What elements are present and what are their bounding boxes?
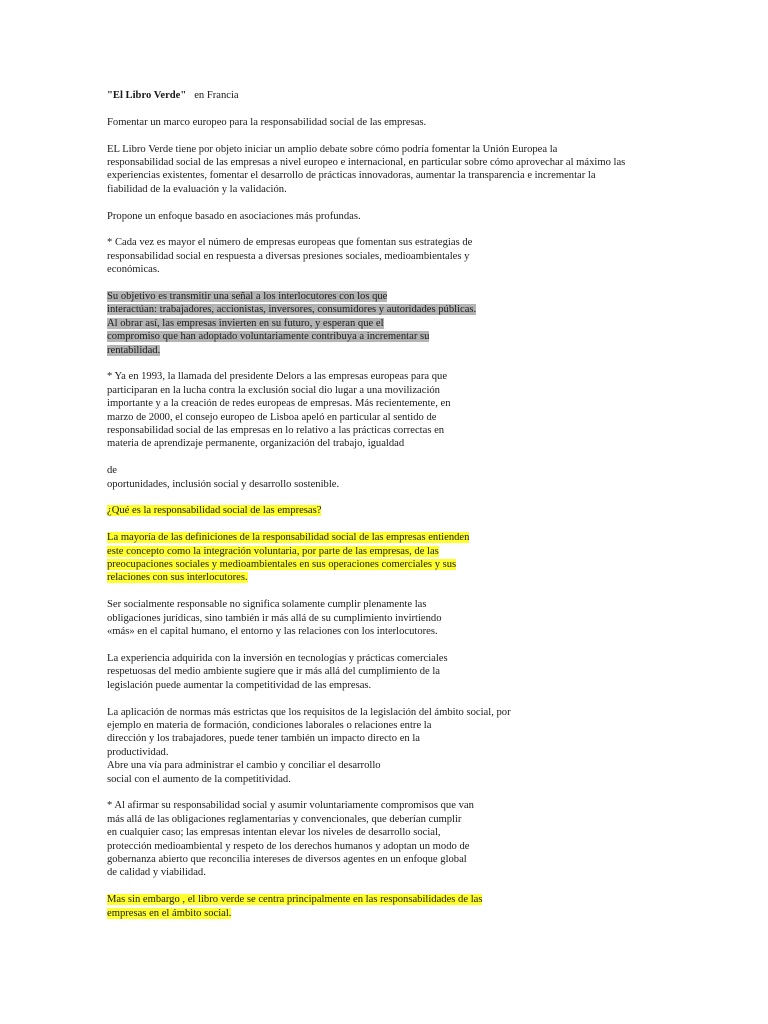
p9-line: La experiencia adquirida con la inversión en tecnologías y prácticas comerciales <box>107 652 448 664</box>
p8-line: obligaciones jurídicas, sino también ir más allá de su cumplimiento invirtiendo <box>107 612 442 624</box>
p10-line: social con el aumento de la competitividad. <box>107 773 291 785</box>
p12-line: Mas sin embargo , el libro verde se centra principalmente en las responsabilidades de las <box>107 894 483 906</box>
p10-line: La aplicación de normas más estrictas que los requisitos de la legislación del ámbito social, por <box>107 706 511 718</box>
p12-line: empresas en el ámbito social. <box>107 907 232 919</box>
document-body <box>107 89 667 920</box>
paragraph-8 <box>107 598 667 638</box>
p11-line: protección medioambiental y respeto de los derechos humanos y adoptan un modo de <box>107 840 470 852</box>
p1-line: EL Libro Verde tiene por objeto iniciar un amplio debate sobre cómo podría fomentar la Unión Europea la <box>107 143 558 155</box>
paragraph-6 <box>107 464 667 491</box>
p11-line: de calidad y viabilidad. <box>107 867 206 879</box>
p5-line: marzo de 2000, el consejo europeo de Lisboa apeló en particular al sentido de <box>107 411 437 423</box>
p4-line: compromiso que han adoptado voluntariamente contribuya a incrementar su <box>107 331 430 343</box>
p5-line: participaran en la lucha contra la exclusión social dio lugar a una movilización <box>107 384 440 396</box>
paragraph-10 <box>107 706 667 786</box>
p9-line: respetuosas del medio ambiente sugiere que ir más allá del cumplimiento de la <box>107 666 441 678</box>
p11-line: * Al afirmar su responsabilidad social y asumir voluntariamente compromisos que van <box>107 800 474 812</box>
p10-line: dirección y los trabajadores, puede tener también un impacto directo en la <box>107 733 420 745</box>
p4-line: interactúan: trabajadores, accionistas, inversores, consumidores y autoridades públicas. <box>107 304 477 316</box>
paragraph-5-bullet <box>107 370 667 450</box>
paragraph-2: Propone un enfoque basado en asociaciones más profundas. <box>107 210 361 222</box>
p3-line: económicas. <box>107 264 160 276</box>
p8-line: Ser socialmente responsable no significa solamente cumplir plenamente las <box>107 599 427 611</box>
p8-line: «más» en el capital humano, el entorno y las relaciones con los interlocutores. <box>107 626 438 638</box>
p1-line: experiencias existentes, fomentar el desarrollo de prácticas innovadoras, aumentar la transparencia e incrementar la <box>107 170 596 182</box>
p3-line: responsabilidad social en respuesta a diversas presiones sociales, medioambientales y <box>107 250 470 262</box>
p10-line: productividad. <box>107 746 169 758</box>
p1-line: responsabilidad social de las empresas a nivel europeo e internacional, en particular sobre cómo aprovechar al máximo las <box>107 157 626 168</box>
paragraph-4-gray-highlight <box>107 290 667 357</box>
document-title <box>107 89 667 102</box>
p4-line: Su objetivo es transmitir una señal a los interlocutores con los que <box>107 291 388 303</box>
paragraph-1 <box>107 143 667 197</box>
p7-line: este concepto como la integración voluntaria, por parte de las empresas, de las <box>107 545 439 557</box>
p6-line: de <box>107 465 117 477</box>
paragraph-3-bullet <box>107 236 667 276</box>
paragraph-11-bullet <box>107 799 667 879</box>
subtitle: Fomentar un marco europeo para la responsabilidad social de las empresas. <box>107 116 427 128</box>
p9-line: legislación puede aumentar la competitividad de las empresas. <box>107 679 372 691</box>
p5-line: materia de aprendizaje permanente, organización del trabajo, igualdad <box>107 438 405 450</box>
p11-line: más allá de las obligaciones reglamentarias y convencionales, que deberían cumplir <box>107 813 462 825</box>
p5-line: responsabilidad social de las empresas en lo relativo a las prácticas correctas en <box>107 425 445 437</box>
p3-line: * Cada vez es mayor el número de empresas europeas que fomentan sus estrategias de <box>107 237 473 249</box>
p5-line: * Ya en 1993, la llamada del presidente Delors a las empresas europeas para que <box>107 371 448 383</box>
paragraph-7-yellow-highlight <box>107 531 667 585</box>
paragraph-9 <box>107 652 667 692</box>
p7-line: La mayoría de las definiciones de la responsabilidad social de las empresas entienden <box>107 532 470 544</box>
paragraph-12-yellow-highlight <box>107 893 667 920</box>
title-rest: en Francia <box>194 90 239 101</box>
p6-line: oportunidades, inclusión social y desarrollo sostenible. <box>107 478 340 490</box>
p11-line: gobernanza abierto que reconcilia intereses de diversos agentes en un enfoque global <box>107 853 467 865</box>
p4-line: Al obrar así, las empresas invierten en su futuro, y esperan que el <box>107 317 384 329</box>
p10-line: Abre una vía para administrar el cambio y conciliar el desarrollo <box>107 760 381 772</box>
title-quoted: "El Libro Verde" <box>107 90 187 101</box>
p1-line: fiabilidad de la evaluación y la validación. <box>107 183 287 195</box>
question-heading: ¿Qué es la responsabilidad social de las empresas? <box>107 505 322 517</box>
p11-line: en cualquier caso; las empresas intentan elevar los niveles de desarrollo social, <box>107 827 441 839</box>
p7-line: relaciones con sus interlocutores. <box>107 572 248 584</box>
p10-line: ejemplo en materia de formación, condiciones laborales o relaciones entre la <box>107 719 432 731</box>
p5-line: importante y a la creación de redes europeas de empresas. Más recientemente, en <box>107 398 451 410</box>
p4-line: rentabilidad. <box>107 344 161 356</box>
p7-line: preocupaciones sociales y medioambientales en sus operaciones comerciales y sus <box>107 559 457 571</box>
